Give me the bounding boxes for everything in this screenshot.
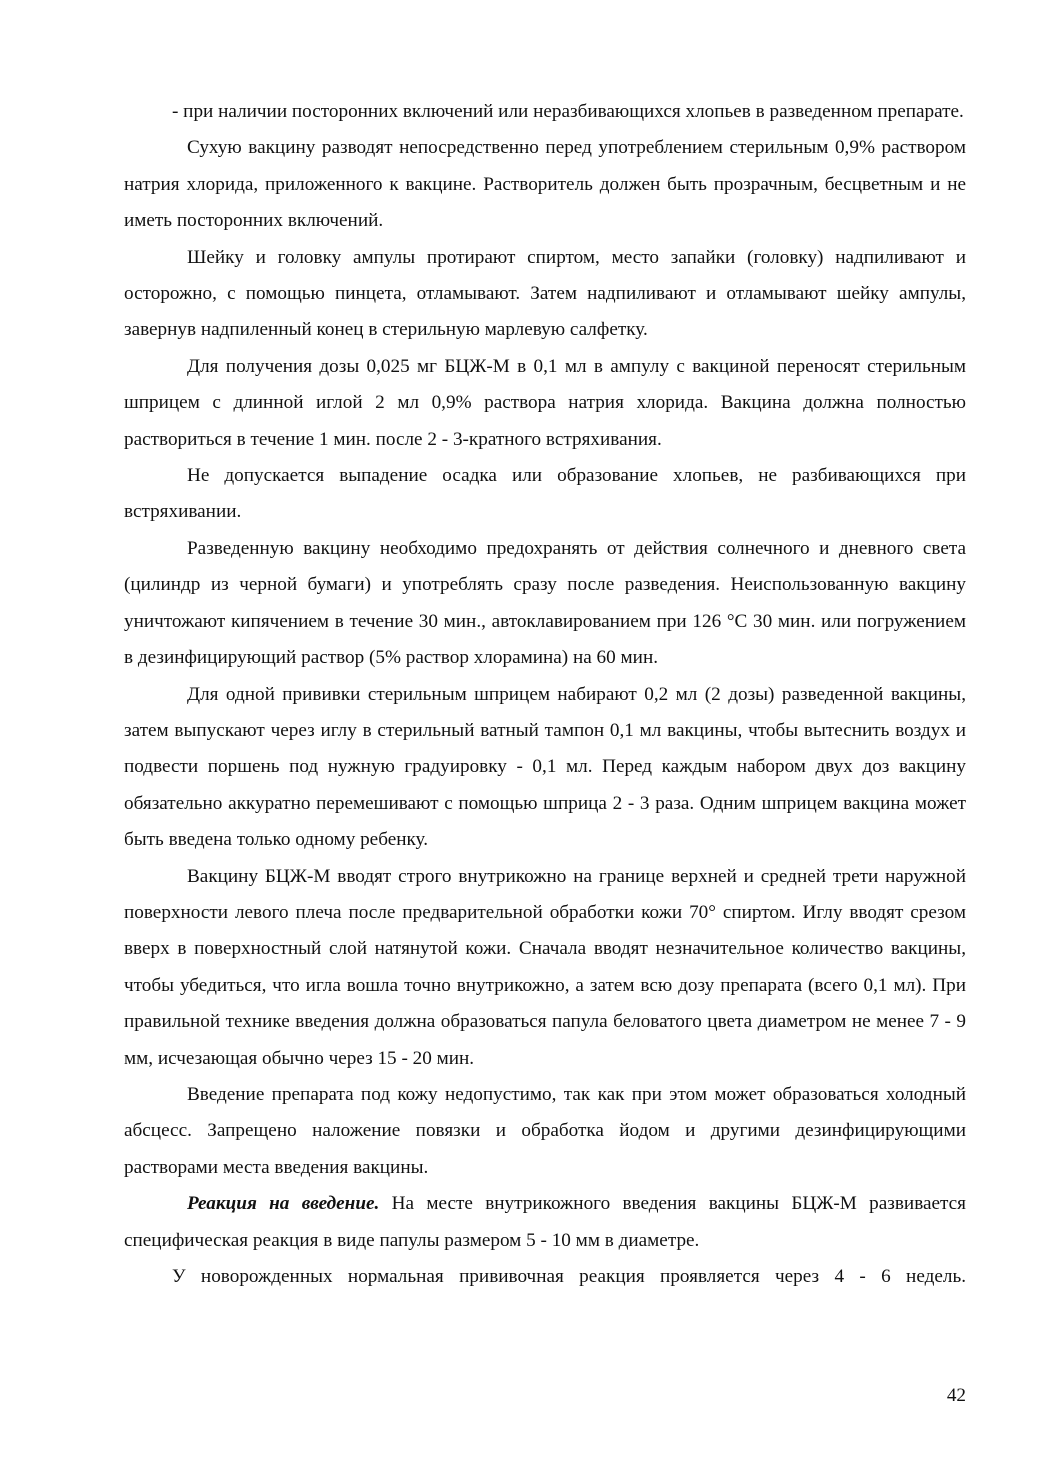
paragraph-injection-technique: Вакцину БЦЖ-М вводят строго внутрикожно на границе верхней и средней трети наружной поверхности левого плеча после предварительной обработки кожи 70° спиртом. Иглу вводят срезом вверх в поверхностный слой натянутой кожи. Сначала вводят незначительное количество вакцины, чтобы убедиться, что игла вошла точно внутрикожно, а затем всю дозу препарата (всего 0,1 мл). При правильной технике введения должна образоваться папула беловатого цвета диаметром не менее 7 - 9 мм, исчезающая обычно через 15 - 20 мин. xyxy=(124,865,966,1069)
paragraph-dose-preparation: Для получения дозы 0,025 мг БЦЖ-М в 0,1 мл в ампулу с вакциной переносят стерильным шприцем с длинной иглой 2 мл 0,9% раствора натрия хлорида. Вакцина должна полностью раствориться в течение 1 мин. после 2 - 3-кратного встряхивания. xyxy=(124,355,966,450)
paragraph-foreign-inclusions: - при наличии посторонних включений или неразбивающихся хлопьев в разведенном препарате. xyxy=(172,101,964,122)
paragraph-dry-vaccine-dilution: Сухую вакцину разводят непосредственно перед употреблением стерильным 0,9% раствором натрия хлорида, приложенного к вакцине. Растворитель должен быть прозрачным, бесцветным и не иметь посторонних включений. xyxy=(124,137,966,232)
reaction-text: На месте внутрикожного введения вакцины БЦЖ-М развивается специфическая реакция в виде папулы размером 5 - 10 мм в диаметре. xyxy=(124,1193,966,1251)
paragraph-newborn-reaction: У новорожденных нормальная прививочная реакция проявляется через 4 - 6 недель. xyxy=(172,1266,966,1287)
paragraph-no-sediment: Не допускается выпадение осадка или образование хлопьев, не разбивающихся при встряхивании. xyxy=(124,465,966,523)
paragraph-subcutaneous-warning: Введение препарата под кожу недопустимо, так как при этом может образоваться холодный абсцесс. Запрещено наложение повязки и обработка йодом и другими дезинфицирующими растворами места введения вакцины. xyxy=(124,1083,966,1178)
paragraph-reaction xyxy=(124,1186,966,1259)
page-body xyxy=(124,94,966,1295)
reaction-heading: Реакция на введение. xyxy=(187,1193,380,1215)
page-number: 42 xyxy=(946,1385,966,1406)
paragraph-single-vaccination: Для одной прививки стерильным шприцем набирают 0,2 мл (2 дозы) разведенной вакцины, затем выпускают через иглу в стерильный ватный тампон 0,1 мл вакцины, чтобы вытеснить воздух и подвести поршень под нужную градуировку - 0,1 мл. Перед каждым набором двух доз вакцину обязательно аккуратно перемешивают с помощью шприца 2 - 3 раза. Одним шприцем вакцина может быть введена только одному ребенку. xyxy=(124,683,966,851)
paragraph-ampoule-opening: Шейку и головку ампулы протирают спиртом, место запайки (головку) надпиливают и осторожно, с помощью пинцета, отламывают. Затем надпиливают и отламывают шейку ампулы, завернув надпиленный конец в стерильную марлевую салфетку. xyxy=(124,246,966,341)
paragraph-light-protection: Разведенную вакцину необходимо предохранять от действия солнечного и дневного света (цилиндр из черной бумаги) и употреблять сразу после разведения. Неиспользованную вакцину уничтожают кипячением в течение 30 мин., автоклавированием при 126 °С 30 мин. или погружением в дезинфицирующий раствор (5% раствор хлорамина) на 60 мин. xyxy=(124,537,966,669)
